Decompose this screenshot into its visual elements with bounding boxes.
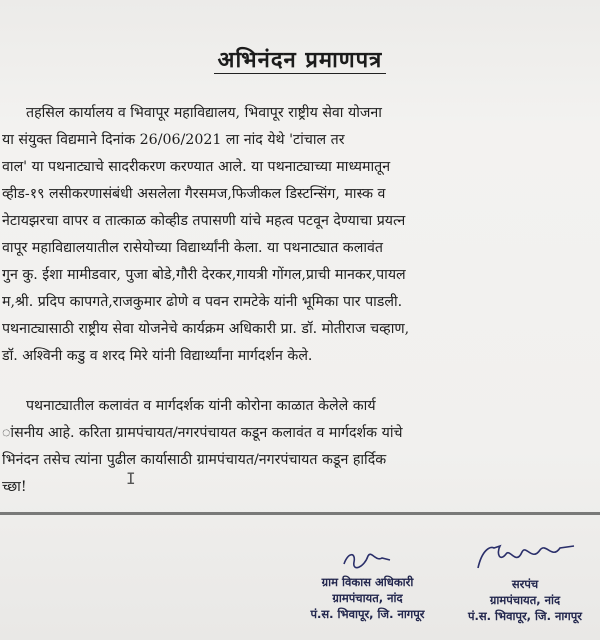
handwritten-signature-right: [470, 540, 580, 574]
text-line: वापूर महाविद्यालयातील रासेयोच्या विद्यार्थ्यांनी केला. या पथनाट्यात कलावंत: [2, 240, 383, 256]
text-line: या संयुक्त विद्यमाने दिनांक 26/06/2021 ला नांद येथे 'टांचाल तर: [2, 132, 345, 148]
text-line: डॉ. अश्विनी कडु व शरद मिरे यांनी विद्यार्थ्यांना मार्गदर्शन केले.: [2, 348, 313, 364]
text-line: व्हीड-१९ लसीकरणासंबंधी असलेला गैरसमज,फिजीकल डिस्टन्सिंग, मास्क व: [2, 186, 386, 202]
signature-office: ग्रामपंचायत, नांद: [332, 591, 403, 605]
handwritten-signature-left: [338, 548, 398, 572]
text-line: पथनाट्यातील कलावंत व मार्गदर्शक यांनी कोरोना काळात केलेले कार्य: [26, 398, 376, 414]
text-line: नेटायझरचा वापर व तात्काळ कोव्हीड तपासणी यांचे महत्व पटवून देण्याचा प्रयत्न: [2, 213, 406, 229]
text-cursor: I: [126, 469, 136, 488]
signature-place: पं.स. भिवापूर, जि. नागपूर: [467, 609, 583, 623]
text-line: पथनाट्यासाठी राष्ट्रीय सेवा योजनेचे कार्यक्रम अधिकारी प्रा. डॉ. मोतीराज चव्हाण,: [2, 321, 410, 337]
certificate-title: अभिनंदन प्रमाणपत्र: [0, 44, 600, 74]
text-line: गुन कु. ईशा मामीडवार, पुजा बोडे,गौरी देरकर,गायत्री गोंगल,प्राची मानकर,पायल: [2, 267, 406, 283]
signature-designation: सरपंच: [511, 577, 539, 591]
signature-block-left: [280, 548, 455, 622]
signature-place: पं.स. भिवापूर, जि. नागपूर: [310, 607, 425, 621]
text-line: भिनंदन तसेच त्यांना पुढील कार्यासाठी ग्रामपंचायत/नगरपंचायत कडून हार्दिक: [2, 452, 387, 468]
text-line: म,श्री. प्रदिप कापगते,राजकुमार ढोणे व पवन रामटेके यांनी भूमिका पार पाडली.: [2, 294, 403, 310]
page-edge-divider: [0, 512, 600, 515]
paragraph-2: [0, 393, 600, 501]
text-line: च्छा!: [2, 479, 27, 495]
text-line: वाल' या पथनाट्याचे सादरीकरण करण्यात आले. या पथनाट्याच्या माध्यमातून: [2, 159, 391, 175]
signature-block-right: [450, 540, 600, 624]
signature-office: ग्रामपंचायत, नांद: [489, 593, 561, 607]
signature-designation: ग्राम विकास अधिकारी: [321, 575, 414, 589]
text-line: तहसिल कार्यालय व भिवापूर महाविद्यालय, भिवापूर राष्ट्रीय सेवा योजना: [26, 105, 382, 121]
paragraph-1: [0, 100, 600, 370]
text-line: ांसनीय आहे. करिता ग्रामपंचायत/नगरपंचायत कडून कलावंत व मार्गदर्शक यांचे: [2, 425, 403, 441]
